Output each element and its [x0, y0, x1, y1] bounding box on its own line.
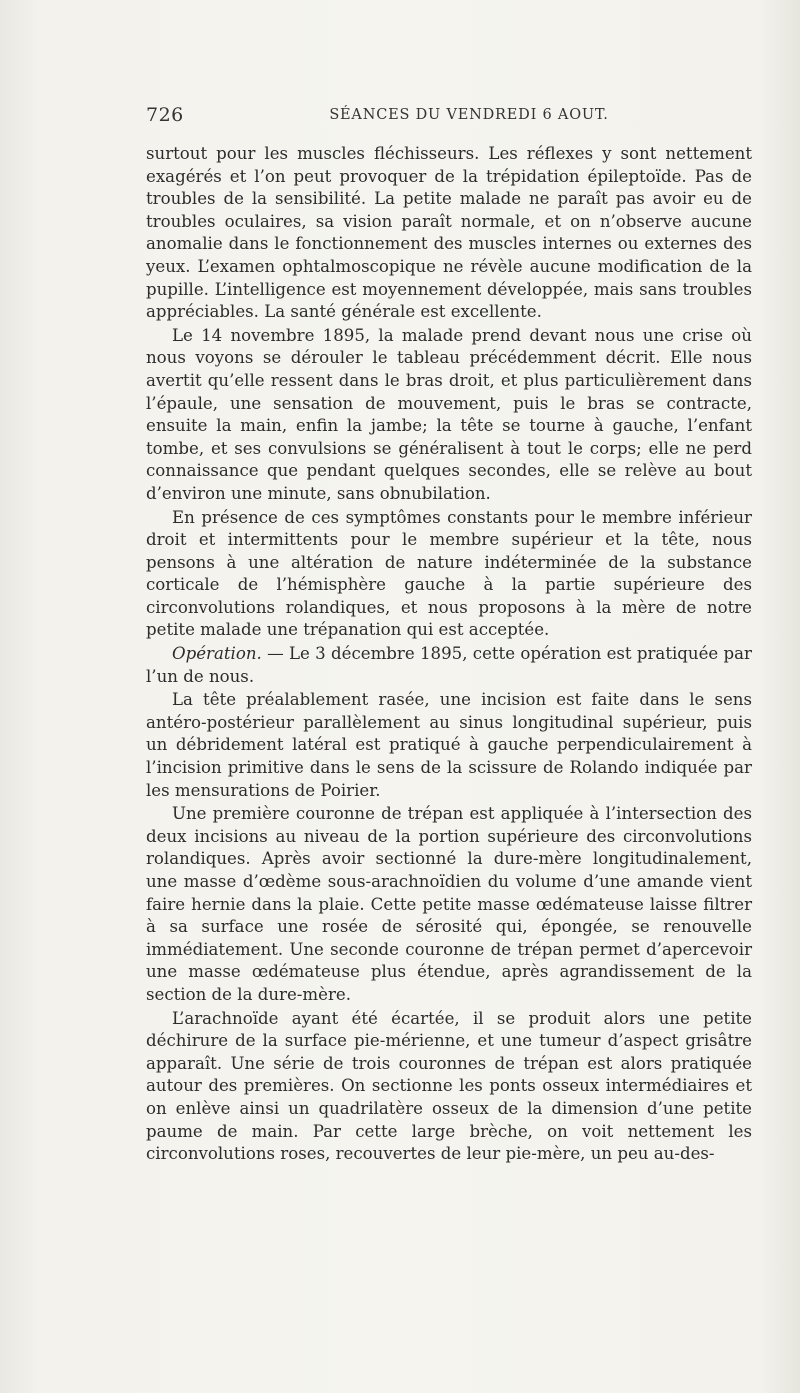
body-text	[146, 143, 752, 1166]
paragraph-trephine: Une première couronne de trépan est appliquée à l’intersection des deux incisions au niveau de la portion supérieure des circonvolutions rolandiques. Après avoir sectionné la dure-mère longitudinalement, une masse d’œdème sous-arachnoïdien du volume d’une amande vient faire hernie dans la plaie. Cette petite masse œdémateuse laisse filtrer à sa surface une rosée de sérosité qui, épongée, se renouvelle immédiatement. Une seconde couronne de trépan permet d’apercevoir une masse œdémateuse plus étendue, après agrandissement de la section de la dure-mère.	[146, 804, 752, 1004]
page-number: 726	[146, 104, 184, 126]
paragraph-diagnosis: En présence de ces symptômes constants pour le membre inférieur droit et intermittents pour le membre supérieur et la tête, nous pensons à une altération de nature indéterminée de la substance corticale de l’hémisphère gauche à la partie supérieure des circonvolutions rolandiques, et nous proposons à la mère de notre petite malade une trépanation qui est acceptée.	[146, 507, 752, 640]
running-head: SÉANCES DU VENDREDI 6 AOUT.	[329, 107, 609, 123]
paragraph-continuation: surtout pour les muscles fléchisseurs. Les réflexes y sont nettement exagérés et l’on peut provoquer de la trépidation épileptoïde. Pas de troubles de la sensibilité. La petite malade ne paraît pas avoir eu de troubles oculaires, sa vision paraît normale, et on n’observe aucune anomalie dans le fonctionnement des muscles internes ou externes des yeux. L’examen ophtalmoscopique ne révèle aucune modification de la pupille. L’intelligence est moyennement développée, mais sans troubles appréciables. La santé générale est excellente.	[146, 144, 752, 322]
operation-text: — Le 3 décembre 1895, cette opération est pratiquée par l’un de nous.	[146, 644, 752, 686]
operation-heading: Opération.	[172, 644, 262, 664]
paragraph-operation	[146, 643, 752, 688]
paragraph-tumor: L’arachnoïde ayant été écartée, il se produit alors une petite déchirure de la surface pie-mérienne, et une tumeur d’aspect grisâtre apparaît. Une série de trois couronnes de trépan est alors pratiquée autour des premières. On sectionne les ponts osseux intermédiaires et on enlève ainsi un quadrilatère osseux de la dimension d’une petite paume de main. Par cette large brèche, on voit nettement les circonvolutions roses, recouvertes de leur pie-mère, un peu au-des-	[146, 1008, 752, 1164]
paragraph-incision: La tête préalablement rasée, une incision est faite dans le sens antéro-postérieur parallèlement au sinus longitudinal supérieur, puis un débridement latéral est pratiqué à gauche perpendiculairement à l’incision primitive dans le sens de la scissure de Rolando indiquée par les mensurations de Poirier.	[146, 690, 752, 800]
page-header	[146, 104, 752, 130]
paragraph-crisis: Le 14 novembre 1895, la malade prend devant nous une crise où nous voyons se dérouler le tableau précédemment décrit. Elle nous avertit qu’elle ressent dans le bras droit, et plus particulièrement dans l’épaule, une sensation de mouvement, puis le bras se contracte, ensuite la main, enfin la jambe; la tête se tourne à gauche, l’enfant tombe, et ses convulsions se généralisent à tout le corps; elle ne perd connaissance que pendant quelques secondes, elle se relève au bout d’environ une minute, sans obnubilation.	[146, 325, 752, 503]
